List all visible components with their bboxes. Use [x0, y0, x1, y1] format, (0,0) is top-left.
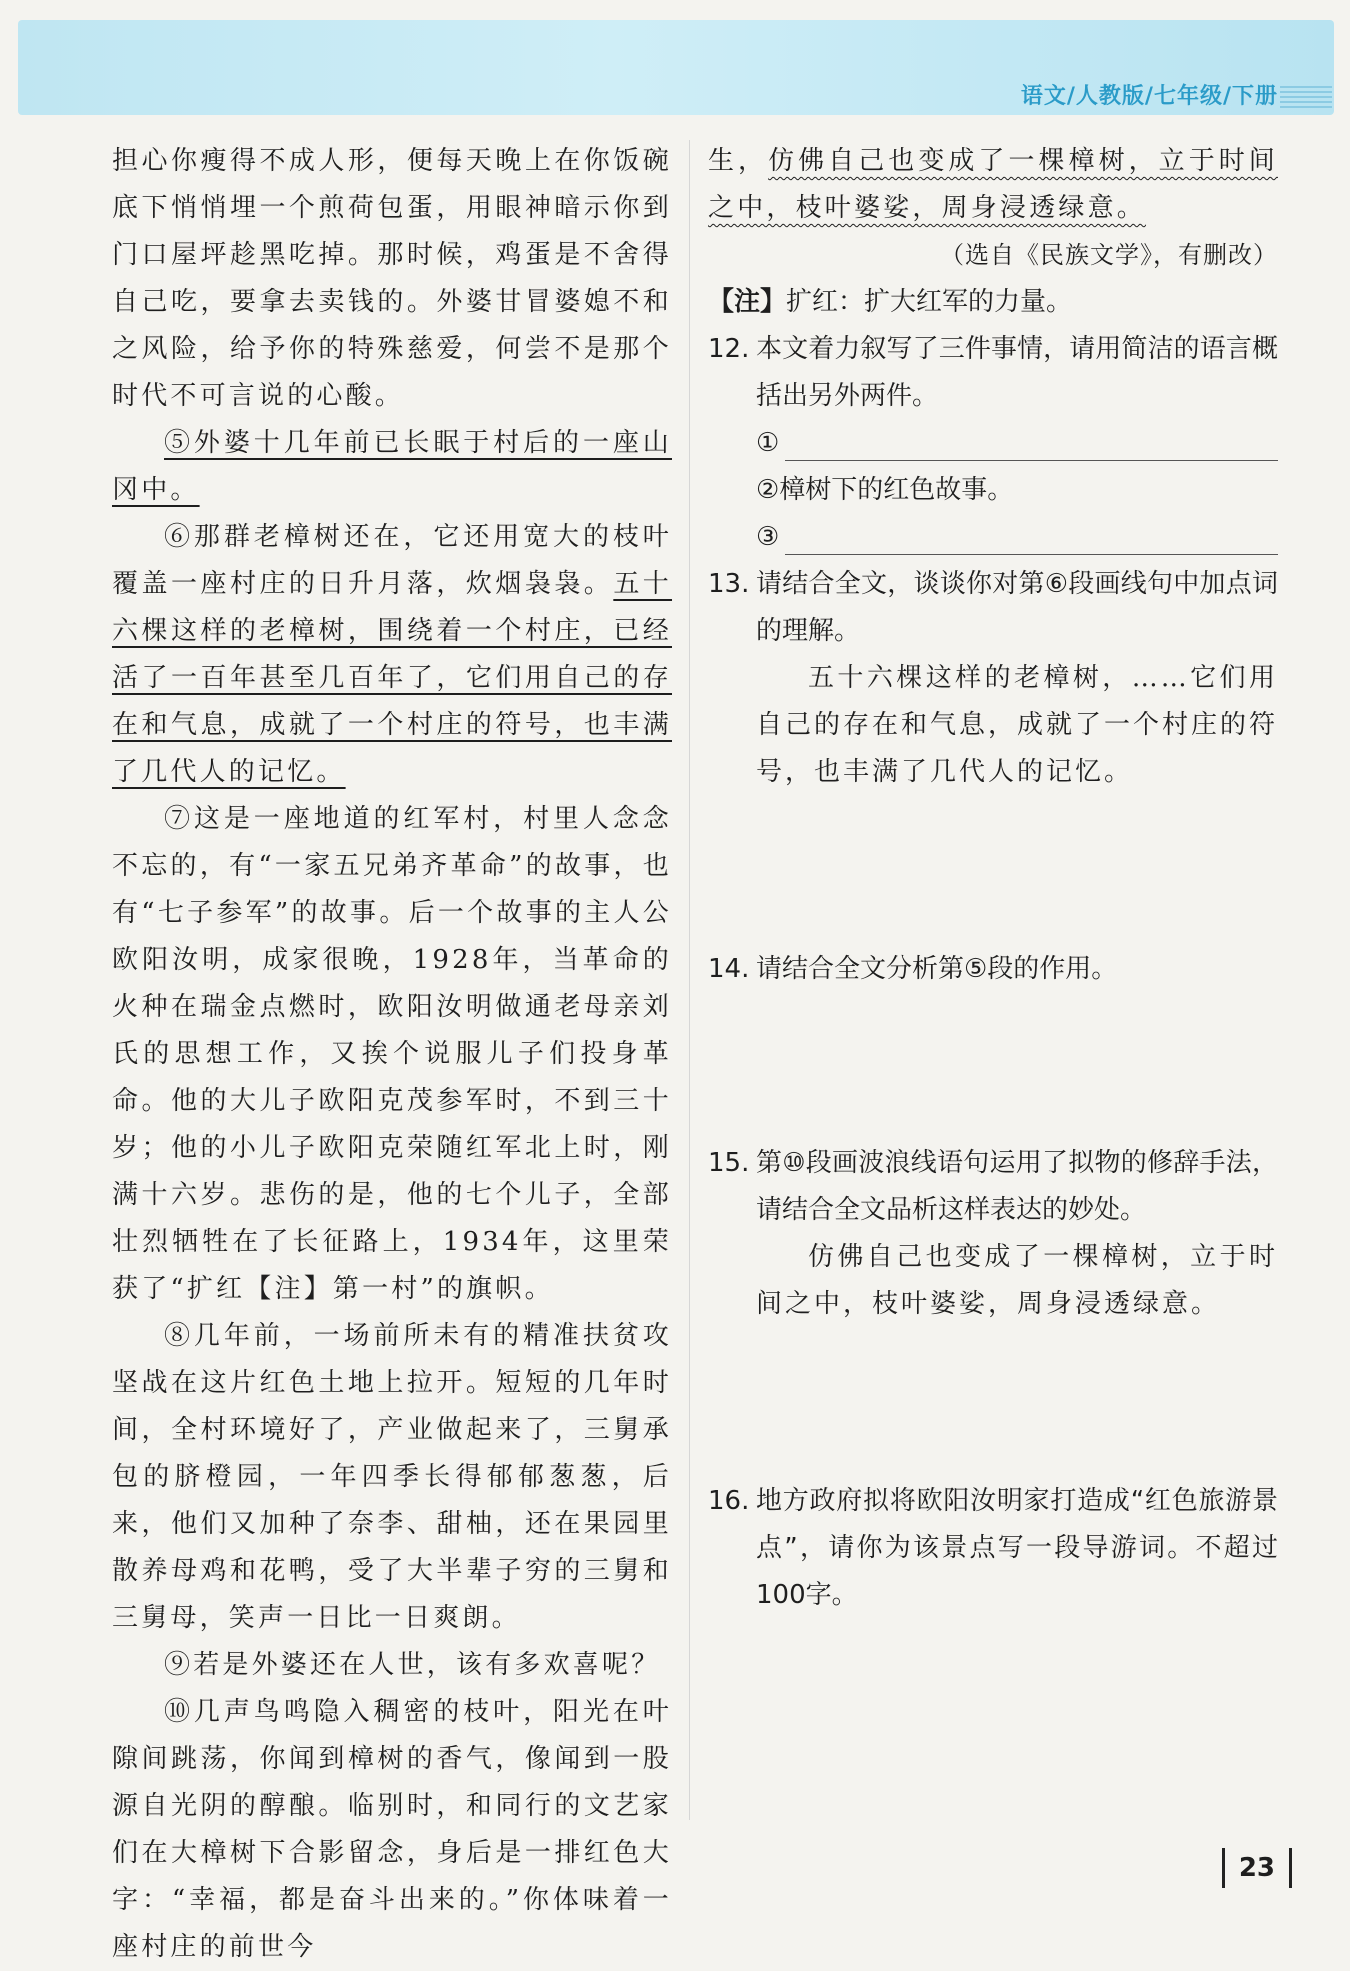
question-14-answer-space[interactable] — [708, 993, 1278, 1140]
question-16-text: 地方政府拟将欧阳汝明家打造成“红色旅游景点”，请你为该景点写一段导游词。不超过100字。 — [756, 1486, 1278, 1610]
header-stripes-decoration — [1280, 86, 1332, 108]
reading-passage-column — [112, 138, 672, 1971]
paragraph-9: ⑨若是外婆还在人世，该有多欢喜呢？ — [164, 1650, 661, 1680]
question-16 — [708, 1478, 1278, 1619]
question-13-number: 13. — [708, 569, 750, 599]
paragraph-10-cont-start: 生， — [708, 146, 769, 176]
column-divider — [689, 140, 690, 1820]
question-13-quote — [708, 655, 1278, 796]
question-15-answer-space[interactable] — [708, 1328, 1278, 1478]
paragraph-10-wavy-sentence: 仿佛自己也变成了一棵樟树，立于时间之中，枝叶婆娑，周身浸透绿意。 — [708, 146, 1278, 223]
book-series-label: 语文/人教版/七年级/下册 — [1020, 84, 1278, 109]
footnote-tag: 【注】 — [708, 287, 787, 317]
paragraph-4-cont: 担心你瘦得不成人形，便每天晚上在你饭碗底下悄悄埋一个煎荷包蛋，用眼神暗示你到门口屋坪趁黑吃掉。那时候，鸡蛋是不舍得自己吃，要拿去卖钱的。外婆甘冒婆媳不和之风险，给予你的特殊慈爱，何尝不是那个时代不可言说的心酸。 — [112, 146, 672, 411]
paragraph-5-underlined: ⑤外婆十几年前已长眠于村后的一座山冈中。 — [112, 428, 672, 505]
question-13-text: 请结合全文，谈谈你对第⑥段画线句中加点词的理解。 — [756, 569, 1278, 646]
question-13-answer-space[interactable] — [708, 796, 1278, 946]
paragraph-6-start: ⑥那群老樟树还在，它还用宽大的枝叶覆盖一座村庄的日升月落，炊烟袅袅。 — [112, 522, 672, 599]
question-14-number: 14. — [708, 954, 750, 984]
paragraph-5 — [112, 420, 672, 514]
answer-1-marker: ① — [756, 428, 780, 458]
questions-column — [708, 138, 1278, 1619]
paragraph-8: ⑧几年前，一场前所未有的精准扶贫攻坚战在这片红色土地上拉开。短短的几年时间，全村环境好了，产业做起来了，三舅承包的脐橙园，一年四季长得郁郁葱葱，后来，他们又加种了奈李、甜柚，还在果园里散养母鸡和花鸭，受了大半辈子穷的三舅和三舅母，笑声一日比一日爽朗。 — [112, 1321, 672, 1633]
answer-line-3[interactable] — [785, 520, 1278, 555]
question-14 — [708, 946, 1278, 993]
paragraph-7: ⑦这是一座地道的红军村，村里人念念不忘的，有“一家五兄弟齐革命”的故事，也有“七子参军”的故事。后一个故事的主人公欧阳汝明，成家很晚，1928年，当革命的火种在瑞金点燃时，欧阳汝明做通老母亲刘氏的思想工作，又挨个说服儿子们投身革命。他的大儿子欧阳克茂参军时，不到三十岁；他的小儿子欧阳克荣随红军北上时，刚满十六岁。悲伤的是，他的七个儿子，全部壮烈牺牲在了长征路上，1934年，这里荣获了“扩红【注】第一村”的旗帜。 — [112, 804, 672, 1304]
question-16-number: 16. — [708, 1486, 750, 1516]
question-13-quote-text: 五十六棵这样的老樟树，……它们用自己的存在和气息，成就了一个村庄的符号，也丰满了几代人的记忆。 — [756, 663, 1279, 787]
paragraph-10-cont — [708, 138, 1278, 232]
footnote-text: 扩红：扩大红军的力量。 — [786, 287, 1073, 317]
question-12-answer-3[interactable] — [708, 514, 1278, 561]
answer-line-1[interactable] — [785, 426, 1278, 461]
page-number: 23 — [1222, 1848, 1292, 1888]
footnote — [708, 279, 1278, 326]
question-12 — [708, 326, 1278, 420]
question-14-text: 请结合全文分析第⑤段的作用。 — [756, 954, 1118, 984]
question-12-item-2 — [708, 467, 1278, 514]
paragraph-6-underlined: 五十六棵这样的老樟树，围绕着一个村庄，已经活了一百年甚至几百年了，它们用自己的存在和气息，成就了一个村庄的符号，也丰满了几代人的记忆。 — [112, 569, 673, 787]
question-15 — [708, 1140, 1278, 1234]
question-12-number: 12. — [708, 334, 750, 364]
item-2-text: ②樟树下的红色故事。 — [756, 475, 1014, 505]
question-15-text: 第⑩段画波浪线语句运用了拟物的修辞手法，请结合全文品析这样表达的妙处。 — [756, 1148, 1278, 1225]
question-13 — [708, 561, 1278, 655]
question-15-quote — [708, 1234, 1278, 1328]
paragraph-10: ⑩几声鸟鸣隐入稠密的枝叶，阳光在叶隙间跳荡，你闻到樟树的香气，像闻到一股源自光阴的醇酿。临别时，和同行的文艺家们在大樟树下合影留念，身后是一排红色大字：“幸福，都是奋斗出来的。”你体味着一座村庄的前世今 — [112, 1697, 672, 1962]
answer-3-marker: ③ — [756, 522, 780, 552]
question-15-number: 15. — [708, 1148, 750, 1178]
paragraph-6 — [112, 514, 672, 796]
question-12-text: 本文着力叙写了三件事情，请用简洁的语言概括出另外两件。 — [756, 334, 1278, 411]
question-15-quote-text: 仿佛自己也变成了一棵樟树，立于时间之中，枝叶婆娑，周身浸透绿意。 — [756, 1242, 1278, 1319]
source-citation: （选自《民族文学》，有删改） — [940, 241, 1278, 269]
question-12-answer-1[interactable] — [708, 420, 1278, 467]
